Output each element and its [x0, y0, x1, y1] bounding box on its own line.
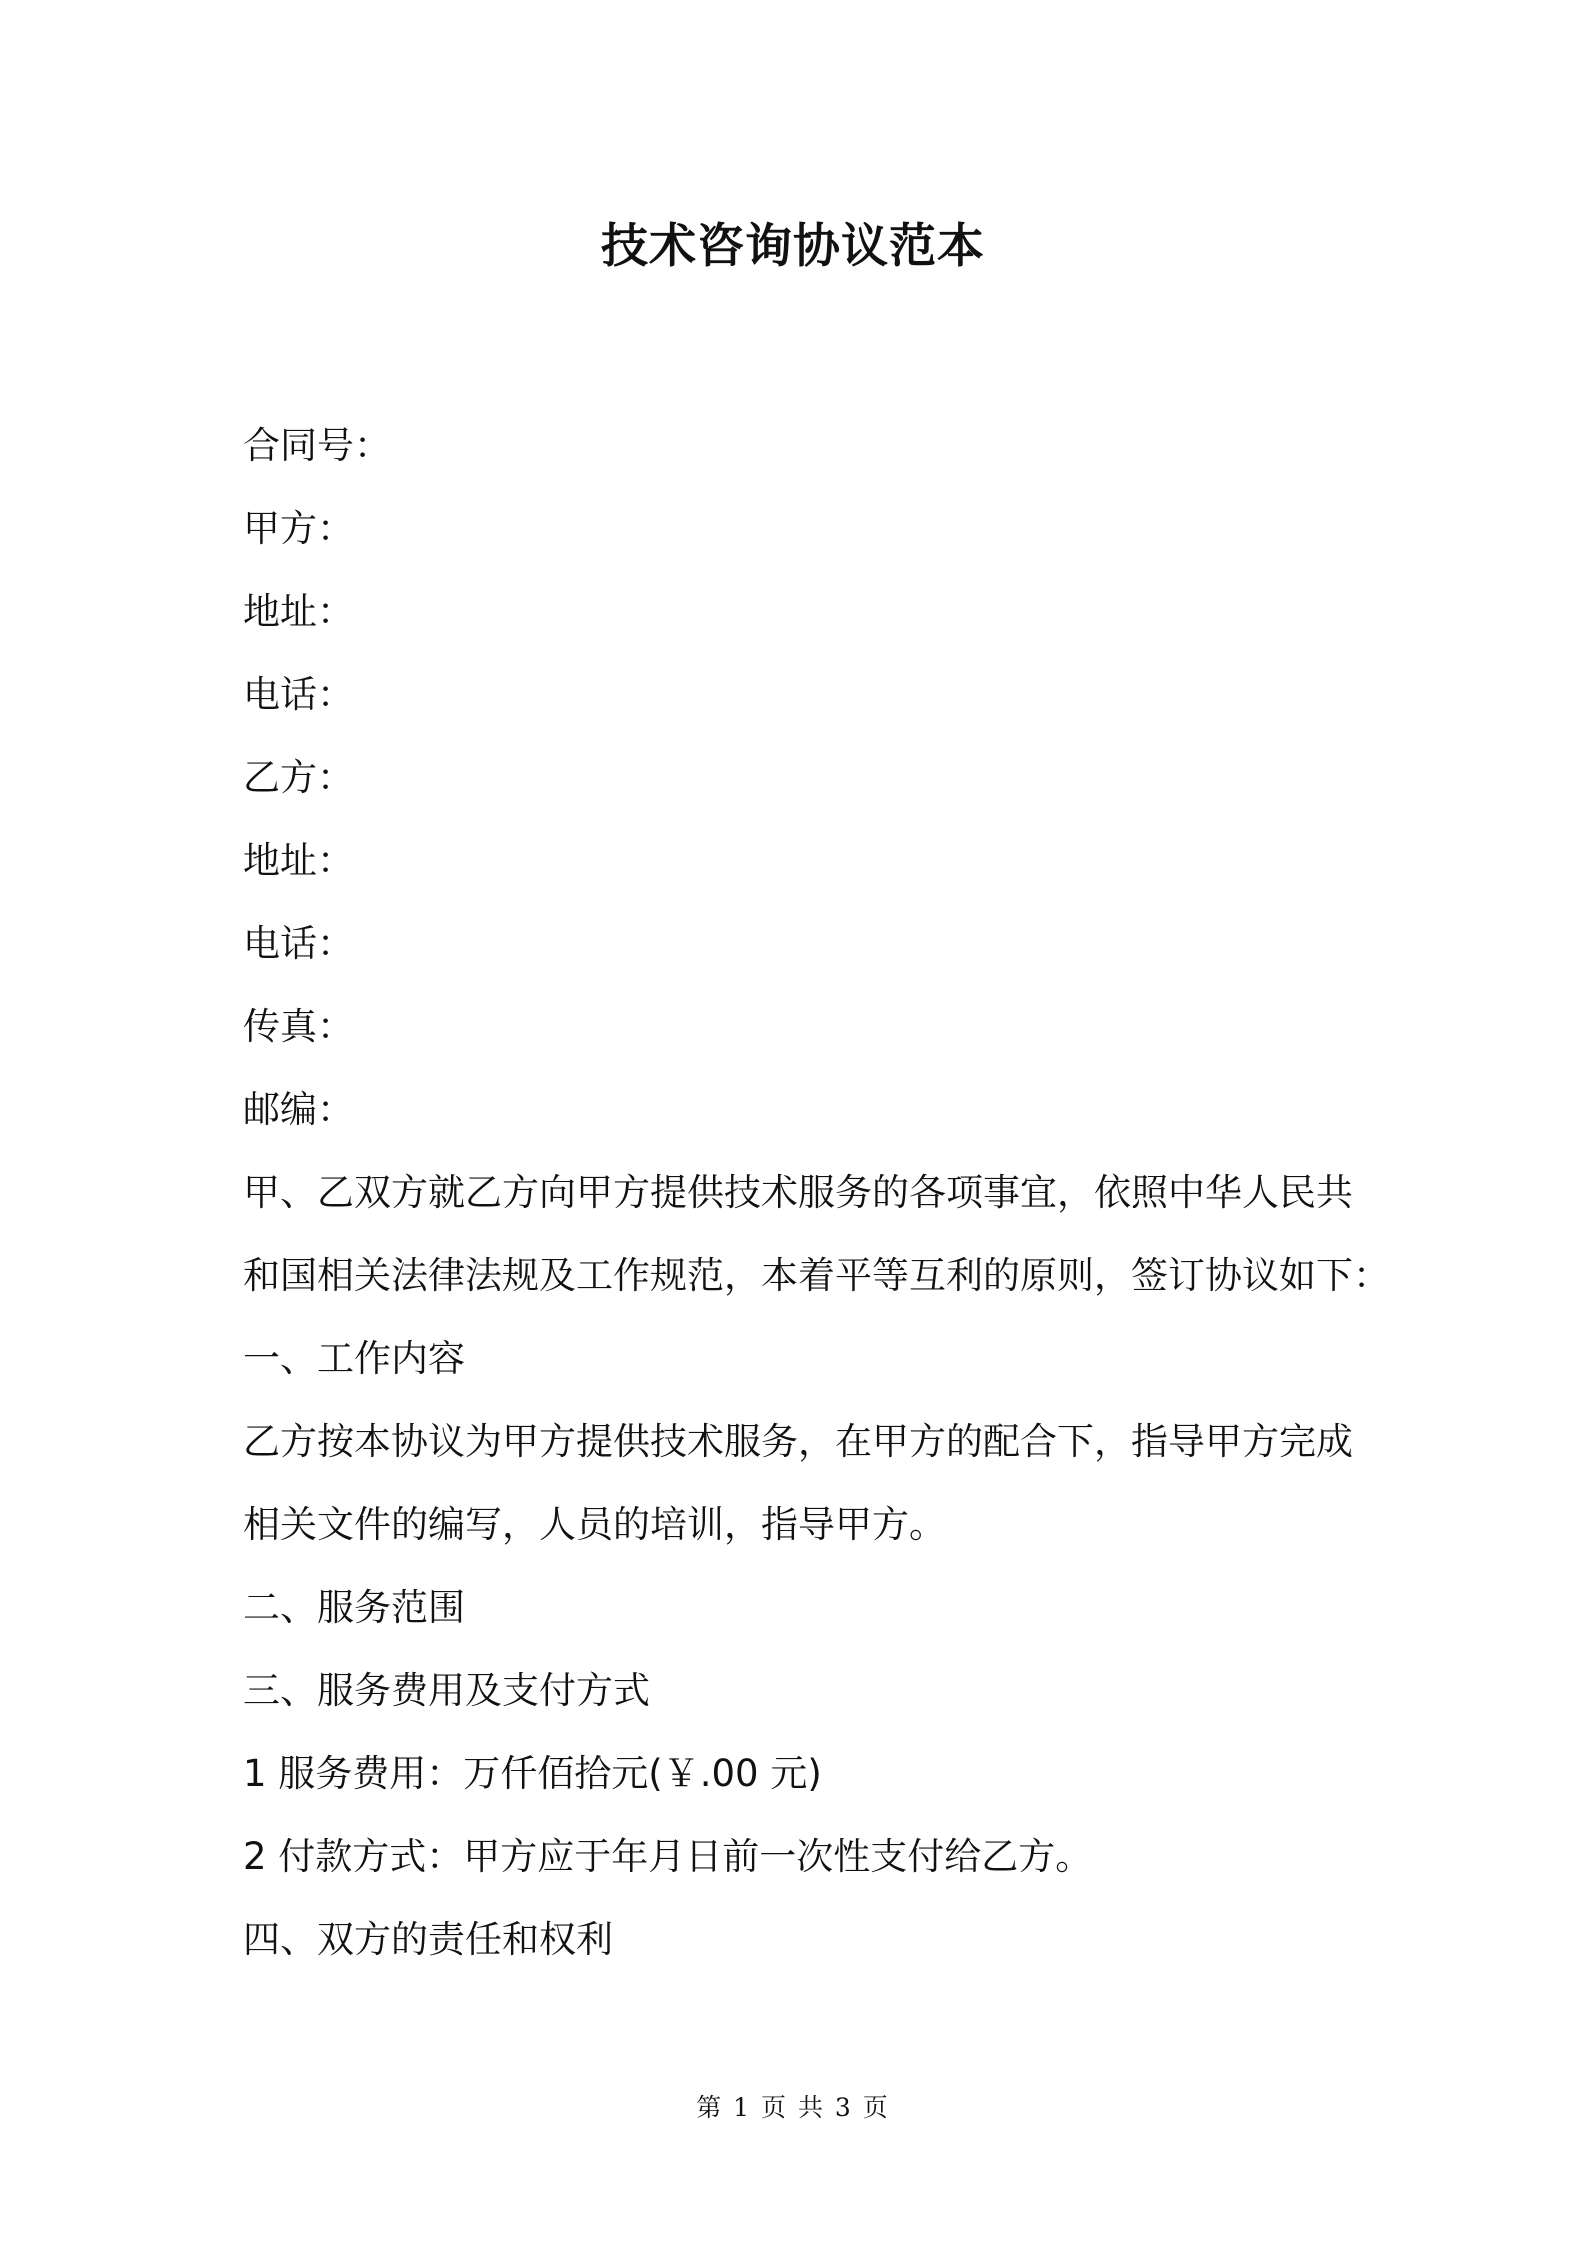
section-heading-service-scope: 二、服务范围 [243, 1586, 465, 1629]
service-fee-line: 1 服务费用：万仟佰拾元(￥.00 元) [243, 1752, 822, 1795]
party-b-address-line: 地址： [243, 839, 354, 882]
postal-code-line: 邮编： [243, 1088, 354, 1131]
document-body [243, 404, 1390, 1981]
party-a-address-line: 地址： [243, 590, 354, 633]
party-a-line: 甲方： [243, 507, 354, 550]
work-content-paragraph-line-1: 乙方按本协议为甲方提供技术服务，在甲方的配合下，指导甲方完成 [243, 1420, 1353, 1463]
section-heading-responsibilities-rights: 四、双方的责任和权利 [243, 1918, 613, 1961]
party-b-phone-line: 电话： [243, 922, 354, 965]
intro-paragraph-line-1: 甲、乙双方就乙方向甲方提供技术服务的各项事宜，依照中华人民共 [243, 1171, 1353, 1214]
intro-paragraph-line-2: 和国相关法律法规及工作规范，本着平等互利的原则，签订协议如下： [243, 1254, 1390, 1297]
party-b-line: 乙方： [243, 756, 354, 799]
party-a-phone-line: 电话： [243, 673, 354, 716]
section-heading-fees-payment: 三、服务费用及支付方式 [243, 1669, 650, 1712]
page-footer: 第 1 页 共 3 页 [696, 2093, 890, 2122]
payment-method-line: 2 付款方式：甲方应于年月日前一次性支付给乙方。 [243, 1835, 1093, 1878]
section-heading-work-content: 一、工作内容 [243, 1337, 465, 1380]
contract-number-line: 合同号： [243, 424, 391, 467]
fax-line: 传真： [243, 1005, 354, 1048]
document-title: 技术咨询协议范本 [601, 219, 985, 274]
work-content-paragraph-line-2: 相关文件的编写，人员的培训，指导甲方。 [243, 1503, 946, 1546]
